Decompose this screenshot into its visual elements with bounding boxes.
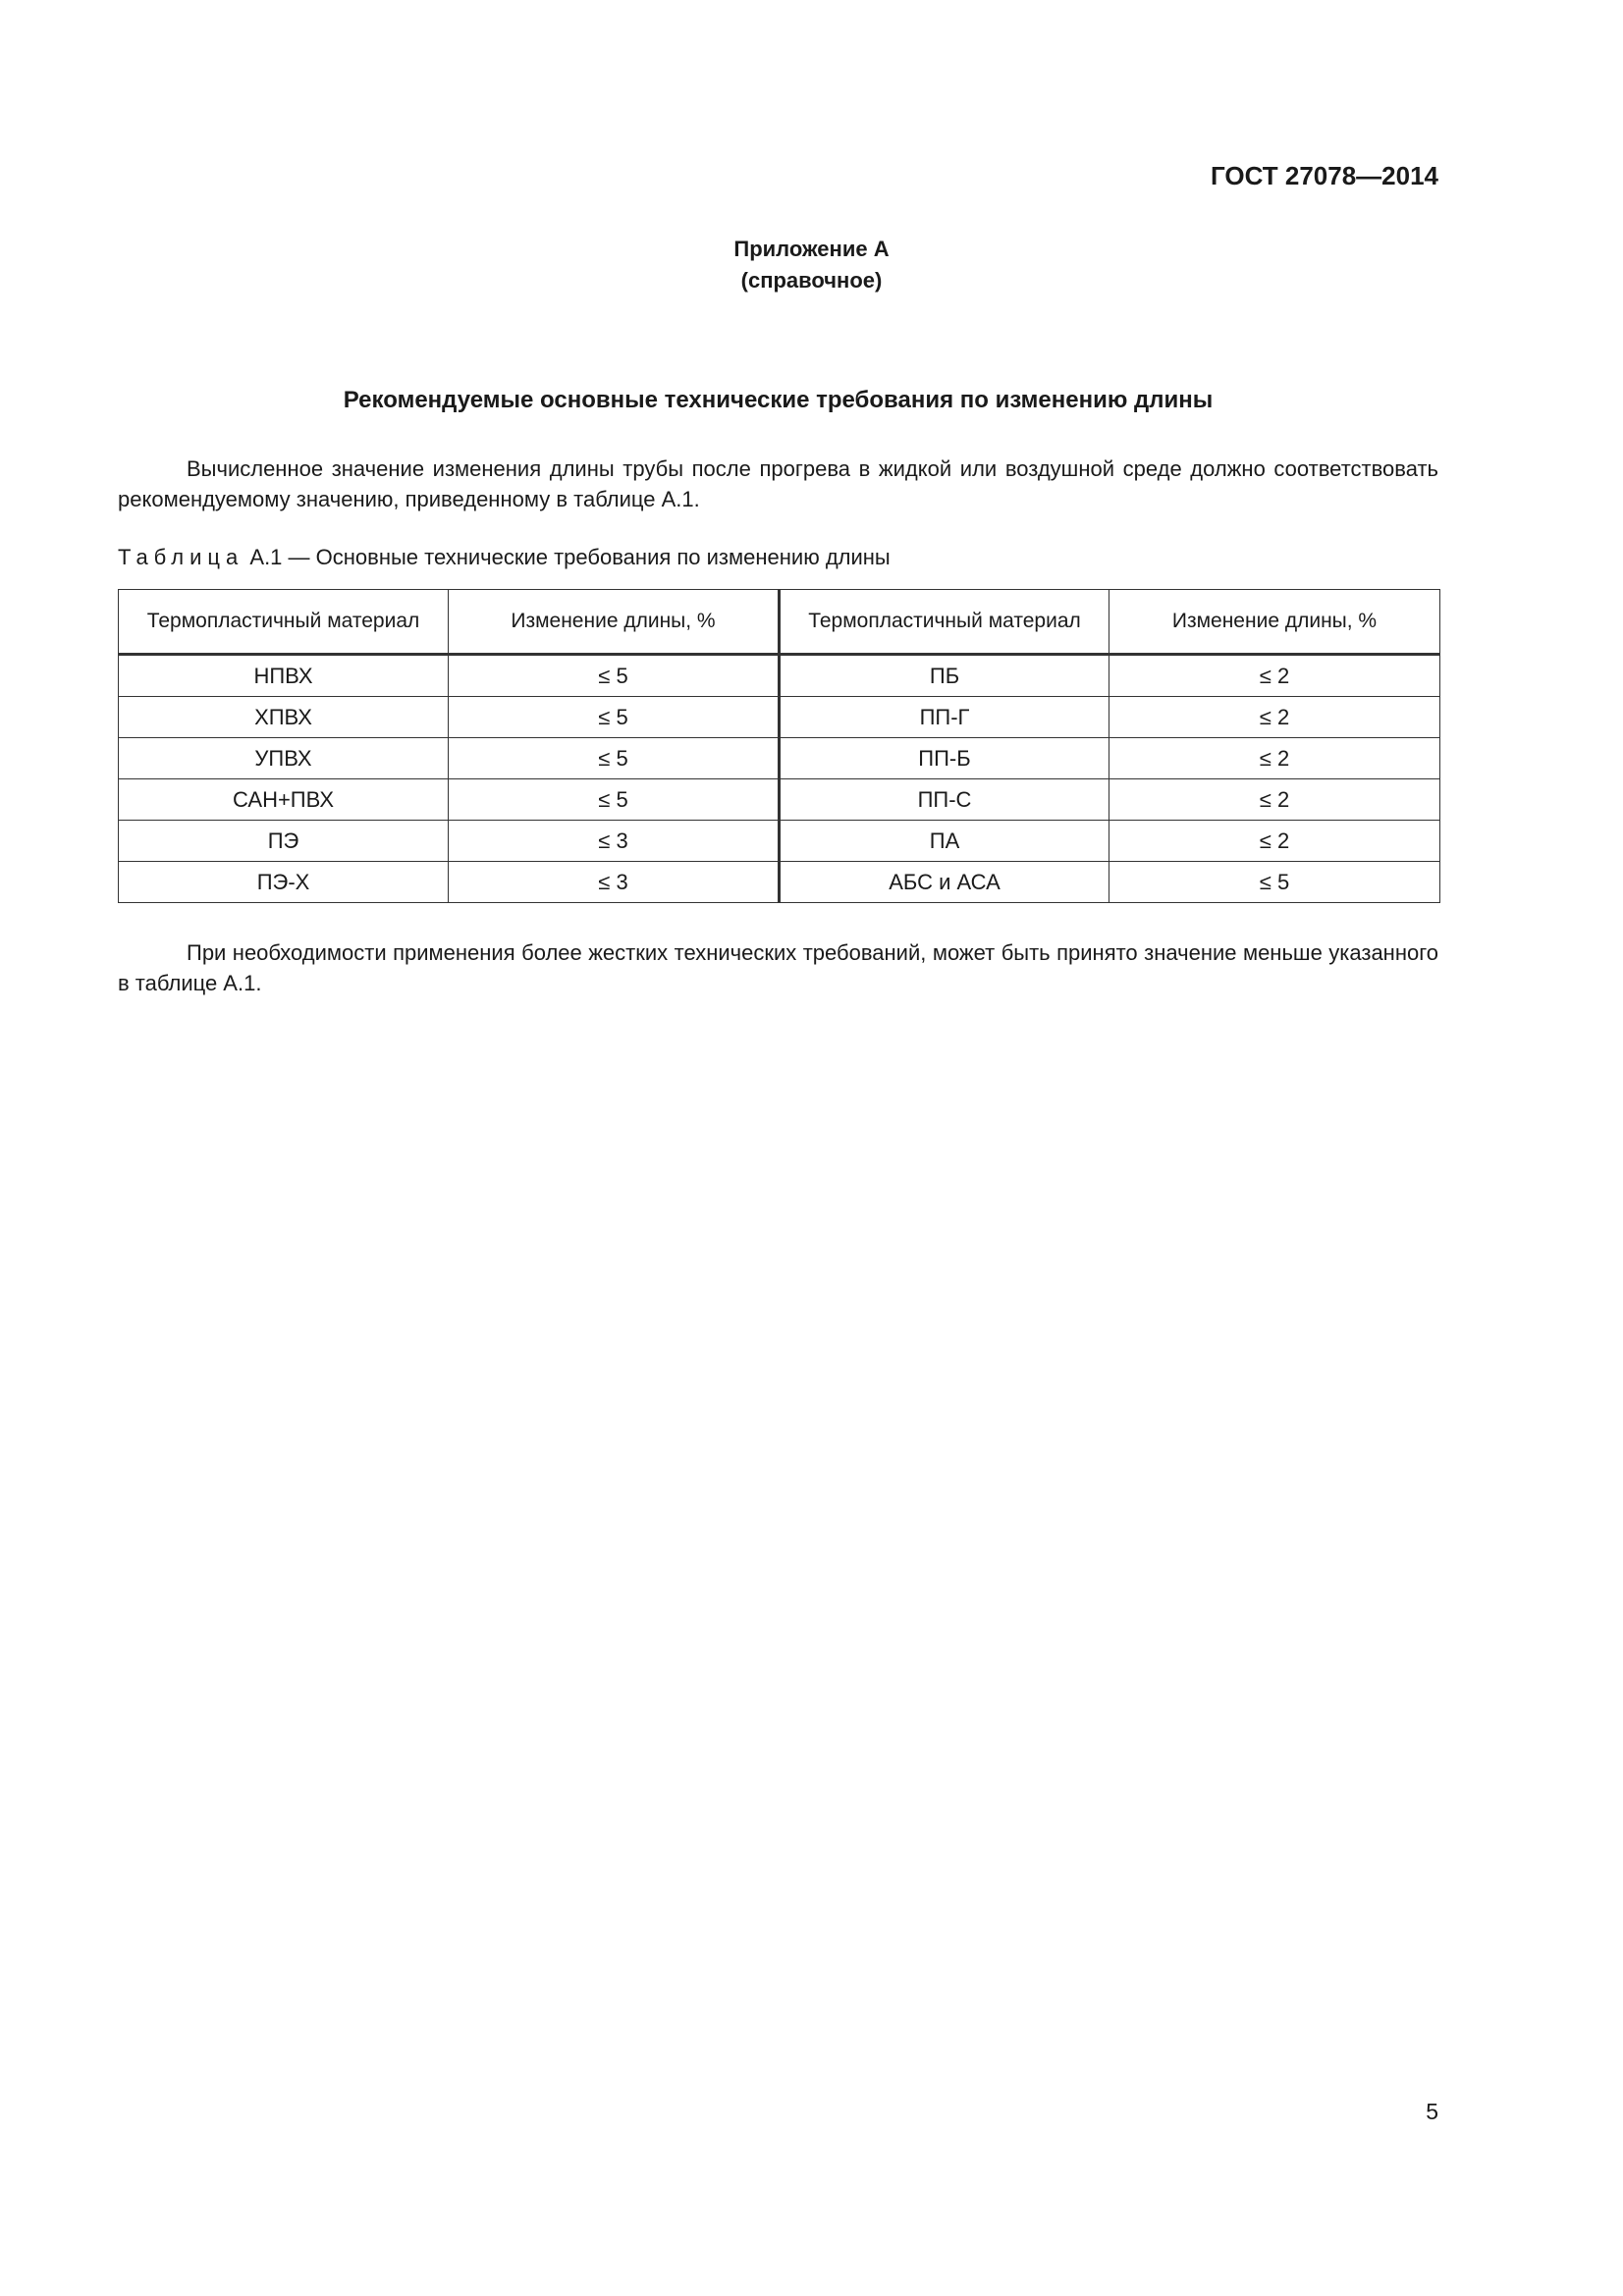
length-change-cell: ≤ 2: [1109, 738, 1440, 779]
material-cell: ПЭ: [119, 821, 449, 862]
table-row: [119, 697, 1440, 738]
table-row: [119, 862, 1440, 903]
table-caption-lead: Таблица: [118, 545, 244, 569]
table-header-row: [119, 590, 1440, 655]
column-header-material-1: Термопластичный материал: [119, 590, 449, 655]
material-cell: ПБ: [780, 655, 1109, 697]
length-change-cell: ≤ 3: [449, 862, 780, 903]
length-change-cell: ≤ 5: [1109, 862, 1440, 903]
length-change-cell: ≤ 5: [449, 738, 780, 779]
material-cell: ПП-Б: [780, 738, 1109, 779]
closing-paragraph: При необходимости применения более жестких технических требований, может быть принято значение меньше указанного в таблице А.1.: [118, 940, 1438, 995]
length-change-cell: ≤ 5: [449, 655, 780, 697]
material-cell: ПА: [780, 821, 1109, 862]
column-header-change-1: Изменение длины, %: [449, 590, 780, 655]
material-cell: ПЭ-Х: [119, 862, 449, 903]
table-caption: [118, 545, 891, 570]
annex-title: Приложение А: [733, 237, 890, 261]
material-cell: ХПВХ: [119, 697, 449, 738]
column-header-change-2: Изменение длины, %: [1109, 590, 1440, 655]
table-row: [119, 655, 1440, 697]
page-number: 5: [1426, 2099, 1438, 2124]
material-cell: ПП-Г: [780, 697, 1109, 738]
column-header-material-2: Термопластичный материал: [780, 590, 1109, 655]
material-cell: ПП-С: [780, 779, 1109, 821]
material-cell: УПВХ: [119, 738, 449, 779]
length-change-cell: ≤ 2: [1109, 697, 1440, 738]
intro-paragraph: Вычисленное значение изменения длины трубы после прогрева в жидкой или воздушной среде должно соответствовать рекомендуемому значению, приведенному в таблице А.1.: [118, 456, 1438, 511]
table-row: [119, 738, 1440, 779]
length-change-cell: ≤ 3: [449, 821, 780, 862]
requirements-table: [118, 589, 1440, 903]
length-change-cell: ≤ 5: [449, 779, 780, 821]
table-caption-text: А.1 — Основные технические требования по изменению длины: [249, 545, 891, 569]
length-change-cell: ≤ 5: [449, 697, 780, 738]
table-row: [119, 821, 1440, 862]
material-cell: АБС и АСА: [780, 862, 1109, 903]
length-change-cell: ≤ 2: [1109, 821, 1440, 862]
material-cell: САН+ПВХ: [119, 779, 449, 821]
material-cell: НПВХ: [119, 655, 449, 697]
length-change-cell: ≤ 2: [1109, 655, 1440, 697]
annex-type: (справочное): [740, 268, 883, 293]
length-change-cell: ≤ 2: [1109, 779, 1440, 821]
annex-heading: [0, 234, 1623, 296]
section-title: Рекомендуемые основные технические требования по изменению длины: [343, 387, 1214, 413]
table-row: [119, 779, 1440, 821]
standard-code: ГОСТ 27078—2014: [1211, 161, 1438, 190]
